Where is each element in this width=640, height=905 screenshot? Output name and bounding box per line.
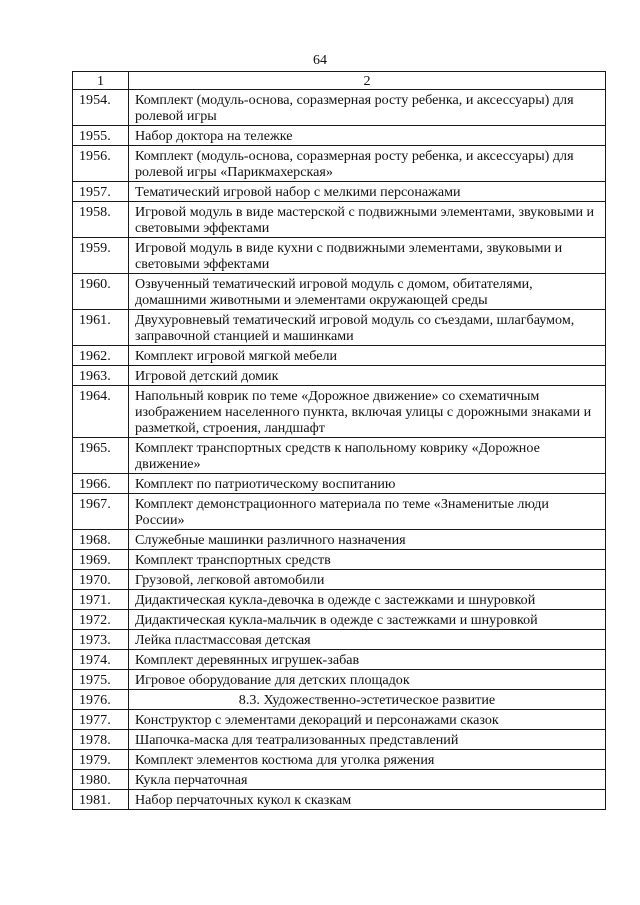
row-number: 1957.	[73, 182, 129, 202]
row-number: 1976.	[73, 690, 129, 710]
item-name: Комплект (модуль-основа, соразмерная росту ребенка, и аксессуары) для ролевой игры	[129, 90, 606, 126]
row-number: 1971.	[73, 590, 129, 610]
table-row	[73, 90, 606, 126]
table-row	[73, 770, 606, 790]
table-row	[73, 750, 606, 770]
item-name: Напольный коврик по теме «Дорожное движение» со схематичным изображением населенного пункта, включая улицы с дорожными знаками и разметкой, строения, ландшафт	[129, 386, 606, 438]
item-name: Комплект деревянных игрушек-забав	[129, 650, 606, 670]
row-number: 1977.	[73, 710, 129, 730]
item-name: Тематический игровой набор с мелкими персонажами	[129, 182, 606, 202]
table-row	[73, 182, 606, 202]
table-row	[73, 550, 606, 570]
table-row	[73, 610, 606, 630]
row-number: 1978.	[73, 730, 129, 750]
item-name: Озвученный тематический игровой модуль с домом, обитателями, домашними животными и элементами окружающей среды	[129, 274, 606, 310]
table-body	[73, 90, 606, 810]
row-number: 1967.	[73, 494, 129, 530]
row-number: 1965.	[73, 438, 129, 474]
table-row	[73, 238, 606, 274]
row-number: 1961.	[73, 310, 129, 346]
table-row	[73, 670, 606, 690]
item-name: Игровой модуль в виде кухни с подвижными элементами, звуковыми и световыми эффектами	[129, 238, 606, 274]
table-header-row	[73, 72, 606, 90]
table-row	[73, 274, 606, 310]
row-number: 1969.	[73, 550, 129, 570]
table-row	[73, 346, 606, 366]
row-number: 1964.	[73, 386, 129, 438]
item-name: Шапочка-маска для театрализованных представлений	[129, 730, 606, 750]
item-name: Комплект транспортных средств	[129, 550, 606, 570]
table-row	[73, 790, 606, 810]
table-row	[73, 710, 606, 730]
table-row	[73, 690, 606, 710]
item-name: Конструктор с элементами декораций и персонажами сказок	[129, 710, 606, 730]
item-name: Дидактическая кукла-мальчик в одежде с застежками и шнуровкой	[129, 610, 606, 630]
table-row	[73, 494, 606, 530]
row-number: 1968.	[73, 530, 129, 550]
row-number: 1954.	[73, 90, 129, 126]
row-number: 1974.	[73, 650, 129, 670]
item-name: Комплект демонстрационного материала по теме «Знаменитые люди России»	[129, 494, 606, 530]
row-number: 1955.	[73, 126, 129, 146]
item-name: Комплект по патриотическому воспитанию	[129, 474, 606, 494]
row-number: 1960.	[73, 274, 129, 310]
item-name: Набор перчаточных кукол к сказкам	[129, 790, 606, 810]
row-number: 1981.	[73, 790, 129, 810]
item-name: Кукла перчаточная	[129, 770, 606, 790]
item-name: Дидактическая кукла-девочка в одежде с застежками и шнуровкой	[129, 590, 606, 610]
item-name: Игровой модуль в виде мастерской с подвижными элементами, звуковыми и световыми эффектами	[129, 202, 606, 238]
table-row	[73, 570, 606, 590]
item-name: Лейка пластмассовая детская	[129, 630, 606, 650]
table-row	[73, 630, 606, 650]
table-row	[73, 202, 606, 238]
item-name: Игровой детский домик	[129, 366, 606, 386]
column-header-number: 1	[73, 72, 129, 90]
table-row	[73, 366, 606, 386]
row-number: 1956.	[73, 146, 129, 182]
row-number: 1958.	[73, 202, 129, 238]
row-number: 1973.	[73, 630, 129, 650]
table-row	[73, 386, 606, 438]
row-number: 1972.	[73, 610, 129, 630]
equipment-table	[72, 71, 606, 810]
section-heading: 8.3. Художественно-эстетическое развитие	[129, 690, 606, 710]
item-name: Двухуровневый тематический игровой модуль со съездами, шлагбаумом, заправочной станцией и машинками	[129, 310, 606, 346]
row-number: 1962.	[73, 346, 129, 366]
row-number: 1966.	[73, 474, 129, 494]
column-header-name: 2	[129, 72, 606, 90]
item-name: Грузовой, легковой автомобили	[129, 570, 606, 590]
row-number: 1980.	[73, 770, 129, 790]
item-name: Служебные машинки различного назначения	[129, 530, 606, 550]
table-row	[73, 474, 606, 494]
row-number: 1963.	[73, 366, 129, 386]
item-name: Игровое оборудование для детских площадок	[129, 670, 606, 690]
row-number: 1970.	[73, 570, 129, 590]
item-name: Набор доктора на тележке	[129, 126, 606, 146]
table-row	[73, 730, 606, 750]
item-name: Комплект игровой мягкой мебели	[129, 346, 606, 366]
table-row	[73, 530, 606, 550]
row-number: 1959.	[73, 238, 129, 274]
table-row	[73, 590, 606, 610]
row-number: 1979.	[73, 750, 129, 770]
item-name: Комплект транспортных средств к напольному коврику «Дорожное движение»	[129, 438, 606, 474]
table-row	[73, 438, 606, 474]
table-row	[73, 146, 606, 182]
row-number: 1975.	[73, 670, 129, 690]
item-name: Комплект элементов костюма для уголка ряжения	[129, 750, 606, 770]
page-number: 64	[313, 53, 327, 68]
table-row	[73, 126, 606, 146]
table-row	[73, 650, 606, 670]
table-row	[73, 310, 606, 346]
item-name: Комплект (модуль-основа, соразмерная росту ребенка, и аксессуары) для ролевой игры «Парикмахерская»	[129, 146, 606, 182]
